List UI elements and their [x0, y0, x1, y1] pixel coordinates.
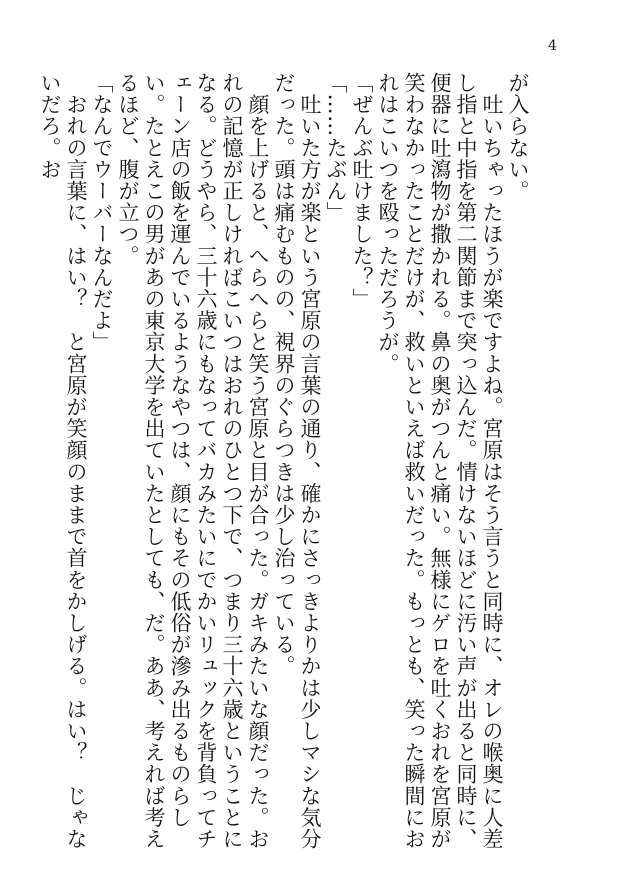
page-number: 4 — [548, 38, 557, 54]
paragraph: 吐いた方が楽という宮原の言葉の通り、確かにさっきよりかは少しマシな気分だった。頭は痛むものの、視界のぐらつきは少し治っている。 — [272, 72, 322, 850]
dialogue-line: 「なんでウーバーなんだよ」 — [90, 72, 114, 353]
paragraph: 顔を上げると、へらへらと笑う宮原と目が合った。ガキみたいな顔だった。おれの記憶が正しければこいつはおれのひとつ下で、つまり三十六歳ということになる。どうやら、三十六歳にもなってバカみたいにでかいリュックを背負ってチェーン店の飯を運んでいるようなやつは、顔にもその低俗が滲み出るものらしい。たとえこの男があの東京大学を出ていたとしても、だ。ああ、考えれば考えるほど、腹が立つ。 — [116, 72, 270, 850]
paragraph: が入らない。 — [506, 72, 530, 202]
dialogue-line: 「ぜんぶ吐けました？」 — [350, 72, 374, 310]
paragraph: おれの言葉に、はい？ と宮原が笑顔のままで首をかしげる。はい？ じゃないだろ。お — [38, 72, 88, 850]
novel-text-body — [37, 72, 531, 862]
dialogue-line: 「……たぶん」 — [324, 72, 348, 224]
paragraph: 吐いちゃったほうが楽ですよね。宮原はそう言うと同時に、オレの喉奥に人差し指と中指を第二関節まで突っ込んだ。情けないほどに汚い声が出ると同時に、便器に吐瀉物が撒かれる。鼻の奥がつんと痛い。無様にゲロを吐くおれを宮原が笑わなかったことだけが、救いといえば救いだった。もっとも、笑った瞬間におれはこいつを殴っただろうが。 — [376, 72, 504, 850]
